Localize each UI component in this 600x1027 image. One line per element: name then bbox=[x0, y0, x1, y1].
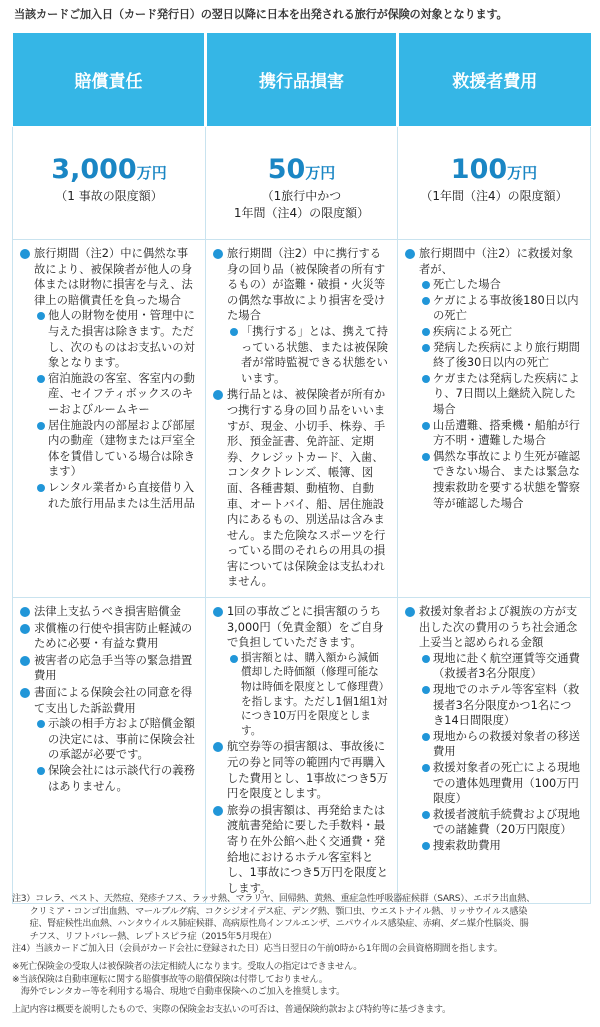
list-item bbox=[404, 604, 582, 854]
sub-list-item: ケガによる事故後180日以内の死亡 bbox=[421, 293, 582, 324]
sub-list-item: 「携行する」とは、携えて持っている状態、または被保険者が常時監視できる状態をいいます。 bbox=[229, 324, 389, 386]
list-item bbox=[212, 246, 389, 386]
sub-list-item: レンタル業者から直接借り入れた旅行用品または生活用品 bbox=[36, 480, 197, 511]
asterisk-note-2: ※当該保険は自動車運転に関する賠償事故等の賠償保険は付帯しておりません。 bbox=[12, 974, 328, 985]
sub-list-item: 損害額とは、購入額から減価償却した時価額（修理可能な物は時価を限度として修理費）を指します。ただし1個1組1対につき10万円を限度とします。 bbox=[229, 651, 389, 739]
header-rescue: 救援者費用 bbox=[398, 33, 591, 127]
list-item bbox=[212, 387, 389, 590]
sub-list bbox=[227, 324, 389, 386]
list-item bbox=[19, 653, 197, 684]
asterisk-note-3: 海外でレンタカー等を利用する場合、現地で自動車保険へのご加入を推奨します。 bbox=[12, 987, 345, 998]
sub-list-item: 救援対象者の死亡による現地での遺体処理費用（100万円限度） bbox=[421, 760, 582, 807]
sub-list bbox=[34, 308, 197, 511]
payment-list bbox=[13, 598, 205, 801]
limit-amount bbox=[398, 155, 590, 188]
intro-text: 当該カードご加入日（カード発行日）の翌日以降に日本を出発される旅行が保険の対象となります。 bbox=[14, 8, 508, 21]
condition-list bbox=[13, 240, 205, 518]
limit-note: （1 事故の限度額） bbox=[55, 189, 163, 203]
note3-line3: 症、腎症候性出血熱、ハンタウイルス肺症候群、高病原性鳥インフルエンザ、ニパウイルス感染症、赤痢、ダニ媒介性脳炎、腸 bbox=[12, 919, 529, 930]
limit-amount-value: 3,000 bbox=[51, 154, 137, 185]
sub-list-item: 疾病による死亡 bbox=[421, 324, 582, 340]
condition-list-cell-baggage bbox=[206, 240, 398, 598]
limit-amount-unit: 万円 bbox=[507, 164, 538, 182]
amount-cell-rescue bbox=[398, 127, 591, 240]
sub-list-item: 捜索救助費用 bbox=[421, 838, 582, 854]
list-item-text: 書面による保険会社の同意を得て支出した訴訟費用 bbox=[34, 686, 193, 715]
footer-note: 上記内容は概要を説明したもので、実際の保険金お支払いの可否は、普通保険約款および特約等に基づきます。 bbox=[12, 1004, 451, 1015]
limit-note: 1年間（注4）の限度額） bbox=[233, 206, 370, 220]
condition-list bbox=[398, 240, 590, 518]
limit-note: （1年間（注4）の限度額） bbox=[420, 189, 568, 203]
sub-list-item: 宿泊施設の客室、客室内の動産、セイフティボックスのキーおよびルームキー bbox=[36, 371, 197, 418]
limit-amount-unit: 万円 bbox=[136, 164, 167, 182]
list-item bbox=[212, 739, 389, 801]
list-item bbox=[19, 621, 197, 652]
list-item-text: 航空券等の損害額は、事故後に元の券と同等の範囲内で再購入した費用とし、1事故につき5万円を限度とします。 bbox=[227, 740, 389, 801]
header-row bbox=[13, 33, 591, 127]
limit-amount bbox=[13, 155, 205, 188]
note3-line1: 注3）コレラ、ペスト、天然痘、発疹チフス、ラッサ熱、マラリヤ、回帰熱、黄熱、重症急性呼吸器症候群（SARS）、エボラ出血熱、 bbox=[12, 894, 535, 904]
list-item-text: 旅行期間（注2）中に偶然な事故により、被保険者が他人の身体または財物に損害を与え、法律上の賠償責任を負った場合 bbox=[34, 247, 193, 307]
sub-list bbox=[419, 651, 582, 854]
note4: 注4）当該カードご加入日（会員がカード会社に登録された日）応当日翌日の午前0時から1年間の会員資格期間を指します。 bbox=[12, 944, 503, 955]
sub-list-item: 偶然な事故により生死が確認できない場合、または緊急な捜索救助を要する状態を警察等が確認した場合 bbox=[421, 449, 582, 511]
sub-list-item: 居住施設内の部屋および部屋内の動産（建物または戸室全体を賃借している場合は除きます） bbox=[36, 418, 197, 480]
list-item bbox=[212, 604, 389, 738]
payment-list bbox=[398, 598, 590, 861]
list-item-text: 旅行期間中（注2）に救援対象者が、 bbox=[419, 247, 574, 276]
limit-amount-unit: 万円 bbox=[305, 164, 336, 182]
note3-line4: チフス、リフトバレー熱、レプトスピラ症（2015年5月現在） bbox=[12, 931, 277, 942]
limit-amount bbox=[206, 155, 397, 188]
note3-line2: クリミア・コンゴ出血熱、マールブルグ病、コクシジオイデス症、デング熱、顎口虫、ウエストナイル熱、リッサウイルス感染 bbox=[12, 906, 528, 917]
sub-list-item: 救援者渡航手続費および現地での諸雑費（20万円限度） bbox=[421, 807, 582, 838]
list-item-text: 旅券の損害額は、再発給または渡航書発給に要した手数料・最寄り在外公館へ赴く交通費・発給地におけるホテル客室料とし、1事故につき5万円を限度とします。 bbox=[227, 803, 389, 895]
sub-list-item: 現地からの救援対象者の移送費用 bbox=[421, 729, 582, 760]
payment-row bbox=[13, 598, 591, 904]
list-item bbox=[19, 685, 197, 794]
list-item-text: 救援対象者および親族の方が支出した次の費用のうち社会通念上妥当と認められる金額 bbox=[419, 605, 578, 650]
amount-cell-baggage bbox=[206, 127, 398, 240]
sub-list-item: 他人の財物を使用・管理中に与えた損害は除きます。ただし、次のものはお支払いの対象となります。 bbox=[36, 308, 197, 370]
limit-note: （1旅行中かつ bbox=[261, 189, 342, 203]
list-item bbox=[19, 604, 197, 620]
list-item-text: 被害者の応急手当等の緊急措置費用 bbox=[34, 653, 193, 683]
sub-list-item: ケガまたは発病した疾病により、7日間以上継続入院した場合 bbox=[421, 371, 582, 418]
amount-cell-liability bbox=[13, 127, 206, 240]
list-item-text: 法律上支払うべき損害賠償金 bbox=[34, 605, 181, 619]
payment-list bbox=[206, 598, 397, 903]
list-item-text: 求償権の行使や損害防止軽減のために必要・有益な費用 bbox=[34, 621, 193, 651]
header-liability: 賠償責任 bbox=[13, 33, 206, 127]
list-item bbox=[19, 246, 197, 511]
list-item-text: 携行品とは、被保険者が所有かつ携行する身の回り品をいいますが、現金、小切手、株券、手形、預金証書、免許証、定期券、クレジットカード、入歯、コンタクトレンズ、帳簿、図面、各種書類、動植物、自動車、オートバイ、船、居住施設内にあるもの、別送品は含みません。また危険なスポーツを行っている間のそれらの用具の損害については保険金は支払われません。 bbox=[227, 388, 386, 589]
condition-list-cell-rescue bbox=[398, 240, 591, 598]
sub-list bbox=[419, 277, 582, 511]
list-item-text: 1回の事故ごとに損害額のうち3,000円（免責金額）をご自身で負担していただきます。 bbox=[227, 605, 384, 650]
condition-list bbox=[206, 240, 397, 597]
header-baggage: 携行品損害 bbox=[206, 33, 398, 127]
limit-amount-value: 50 bbox=[267, 154, 306, 185]
payment-list-cell-rescue bbox=[398, 598, 591, 904]
coverage-table bbox=[12, 32, 591, 904]
list-item bbox=[404, 246, 582, 511]
condition-row bbox=[13, 240, 591, 598]
sub-list bbox=[34, 716, 197, 794]
asterisk-note-1: ※死亡保険金の受取人は被保険者の法定相続人になります。受取人の指定はできません。 bbox=[12, 961, 363, 972]
notes bbox=[12, 893, 592, 1016]
sub-list-item: 保険会社には示談代行の義務はありません。 bbox=[36, 763, 197, 794]
sub-list bbox=[227, 651, 389, 739]
limit-amount-value: 100 bbox=[450, 154, 508, 185]
list-item bbox=[212, 803, 389, 897]
sub-list-item: 発病した疾病により旅行期間終了後30日以内の死亡 bbox=[421, 340, 582, 371]
amount-row bbox=[13, 127, 591, 240]
sub-list-item: 示談の相手方および賠償金額の決定には、事前に保険会社の承認が必要です。 bbox=[36, 716, 197, 763]
payment-list-cell-baggage bbox=[206, 598, 398, 904]
condition-list-cell-liability bbox=[13, 240, 206, 598]
list-item-text: 旅行期間（注2）中に携行する身の回り品（被保険者の所有するもの）が盗難・破損・火災等の偶然な事故により損害を受けた場合 bbox=[227, 247, 386, 323]
sub-list-item: 山岳遭難、搭乗機・船舶が行方不明・遭難した場合 bbox=[421, 418, 582, 449]
payment-list-cell-liability bbox=[13, 598, 206, 904]
sub-list-item: 現地に赴く航空運賃等交通費（救援者3名分限度） bbox=[421, 651, 582, 682]
sub-list-item: 現地でのホテル等客室料（救援者3名分限度かつ1名につき14日間限度） bbox=[421, 682, 582, 729]
sub-list-item: 死亡した場合 bbox=[421, 277, 582, 293]
